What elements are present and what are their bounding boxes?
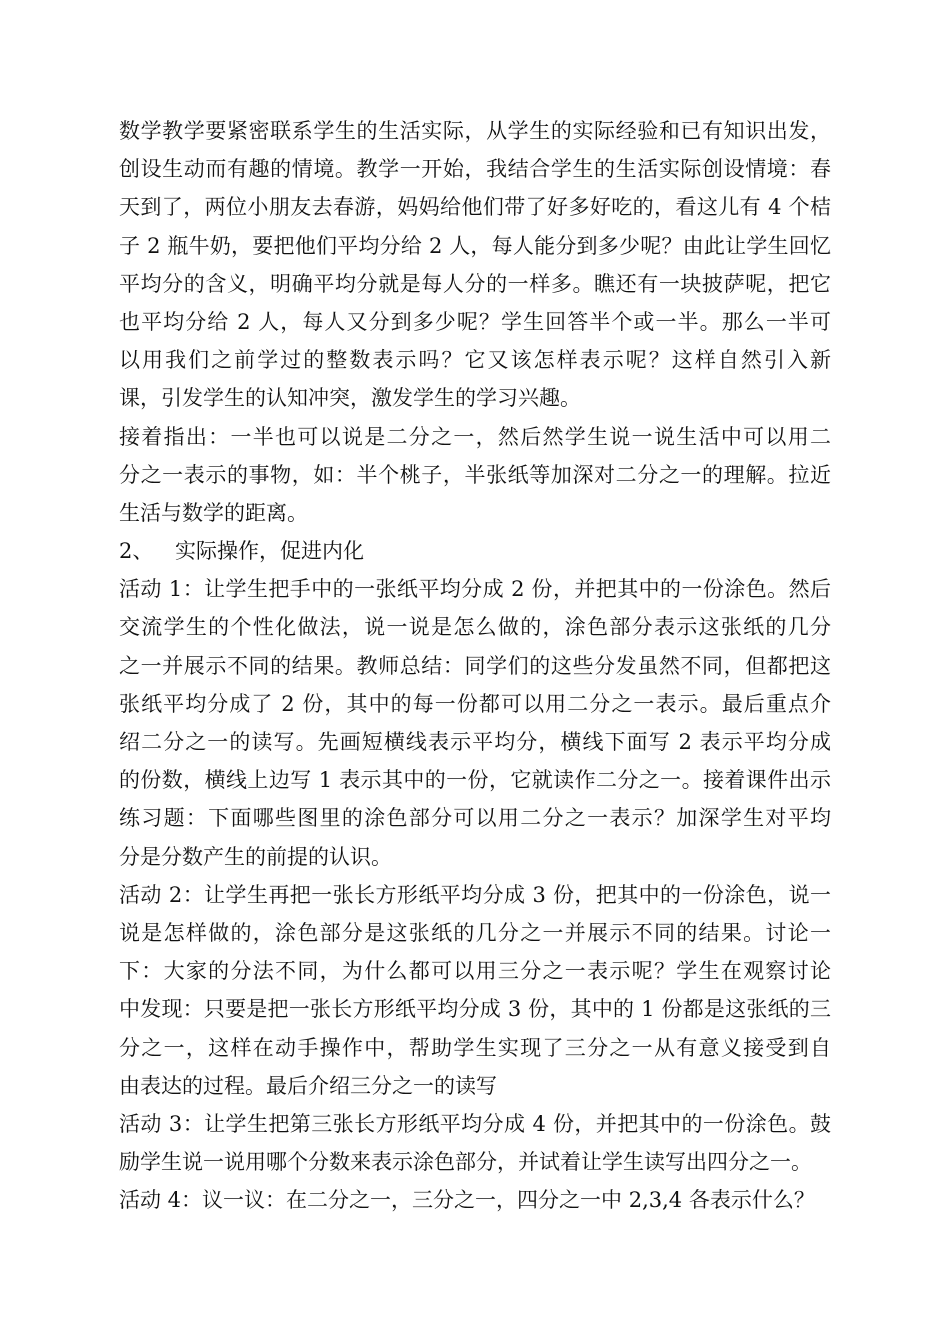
- paragraph-line: 分之一，这样在动手操作中，帮助学生实现了三分之一从有意义接受到自: [119, 1035, 831, 1060]
- half-paragraph: [119, 418, 831, 533]
- paragraph-line: 课，引发学生的认知冲突，激发学生的学习兴趣。: [119, 386, 581, 411]
- paragraph-line: 子 2 瓶牛奶，要把他们平均分给 2 人，每人能分到多少呢？由此让学生回忆: [119, 233, 831, 258]
- section-number: 2、: [119, 539, 154, 564]
- paragraph-line: 说是怎样做的，涂色部分是这张纸的几分之一并展示不同的结果。讨论一: [119, 920, 831, 945]
- paragraph-line: 绍二分之一的读写。先画短横线表示平均分，横线下面写 2 表示平均分成: [119, 730, 831, 754]
- paragraph-line: 下：大家的分法不同，为什么都可以用三分之一表示呢？学生在观察讨论: [119, 959, 831, 984]
- paragraph-line: 平均分的含义，明确平均分就是每人分的一样多。瞧还有一块披萨呢，把它: [119, 271, 831, 296]
- activity-2-paragraph: [119, 876, 831, 1105]
- activity-4-paragraph: [119, 1181, 831, 1219]
- paragraph-line: 张纸平均分成了 2 份，其中的每一份都可以用二分之一表示。最后重点介: [119, 691, 831, 716]
- paragraph-line: 分是分数产生的前提的认识。: [119, 844, 392, 869]
- paragraph-line: 由表达的过程。最后介绍三分之一的读写: [119, 1073, 497, 1098]
- paragraph-line: 活动 3：让学生把第三张长方形纸平均分成 4 份，并把其中的一份涂色。鼓: [119, 1111, 831, 1136]
- paragraph-line: 之一并展示不同的结果。教师总结：同学们的这些分发虽然不同，但都把这: [119, 653, 831, 678]
- paragraph-line: 数学教学要紧密联系学生的生活实际，从学生的实际经验和已有知识出发，: [119, 119, 831, 143]
- paragraph-line: 活动 1：让学生把手中的一张纸平均分成 2 份，并把其中的一份涂色。然后: [119, 577, 831, 602]
- activity-1-paragraph: [119, 570, 831, 876]
- paragraph-line: 生活与数学的距离。: [119, 500, 308, 525]
- document-page: [119, 112, 831, 1219]
- paragraph-line: 天到了，两位小朋友去春游，妈妈给他们带了好多好吃的，看这儿有 4 个桔: [119, 195, 831, 220]
- paragraph-line: 创设生动而有趣的情境。教学一开始，我结合学生的生活实际创设情境：春: [119, 157, 831, 182]
- intro-paragraph: [119, 112, 831, 418]
- section-title: 实际操作，促进内化: [175, 539, 364, 564]
- paragraph-line: 接着指出：一半也可以说是二分之一，然后然学生说一说生活中可以用二: [119, 424, 831, 449]
- paragraph-line: 的份数，横线上边写 1 表示其中的一份，它就读作二分之一。接着课件出示: [119, 768, 831, 793]
- paragraph-line: 励学生说一说用哪个分数来表示涂色部分，并试着让学生读写出四分之一。: [119, 1150, 812, 1175]
- paragraph-line: 活动 4：议一议：在二分之一，三分之一，四分之一中 2,3,4 各表示什么？: [119, 1188, 815, 1213]
- paragraph-line: 分之一表示的事物，如：半个桃子，半张纸等加深对二分之一的理解。拉近: [119, 462, 831, 487]
- activity-3-paragraph: [119, 1105, 831, 1181]
- paragraph-line: 交流学生的个性化做法，说一说是怎么做的，涂色部分表示这张纸的几分: [119, 615, 831, 640]
- paragraph-line: 练习题：下面哪些图里的涂色部分可以用二分之一表示？加深学生对平均: [119, 806, 831, 831]
- paragraph-line: 也平均分给 2 人，每人又分到多少呢？学生回答半个或一半。那么一半可: [119, 309, 831, 334]
- section-heading: [119, 532, 831, 570]
- paragraph-line: 中发现：只要是把一张长方形纸平均分成 3 份，其中的 1 份都是这张纸的三: [119, 997, 831, 1022]
- paragraph-line: 以用我们之前学过的整数表示吗？它又该怎样表示呢？这样自然引入新: [119, 348, 831, 373]
- paragraph-line: 活动 2：让学生再把一张长方形纸平均分成 3 份，把其中的一份涂色，说一: [119, 882, 831, 907]
